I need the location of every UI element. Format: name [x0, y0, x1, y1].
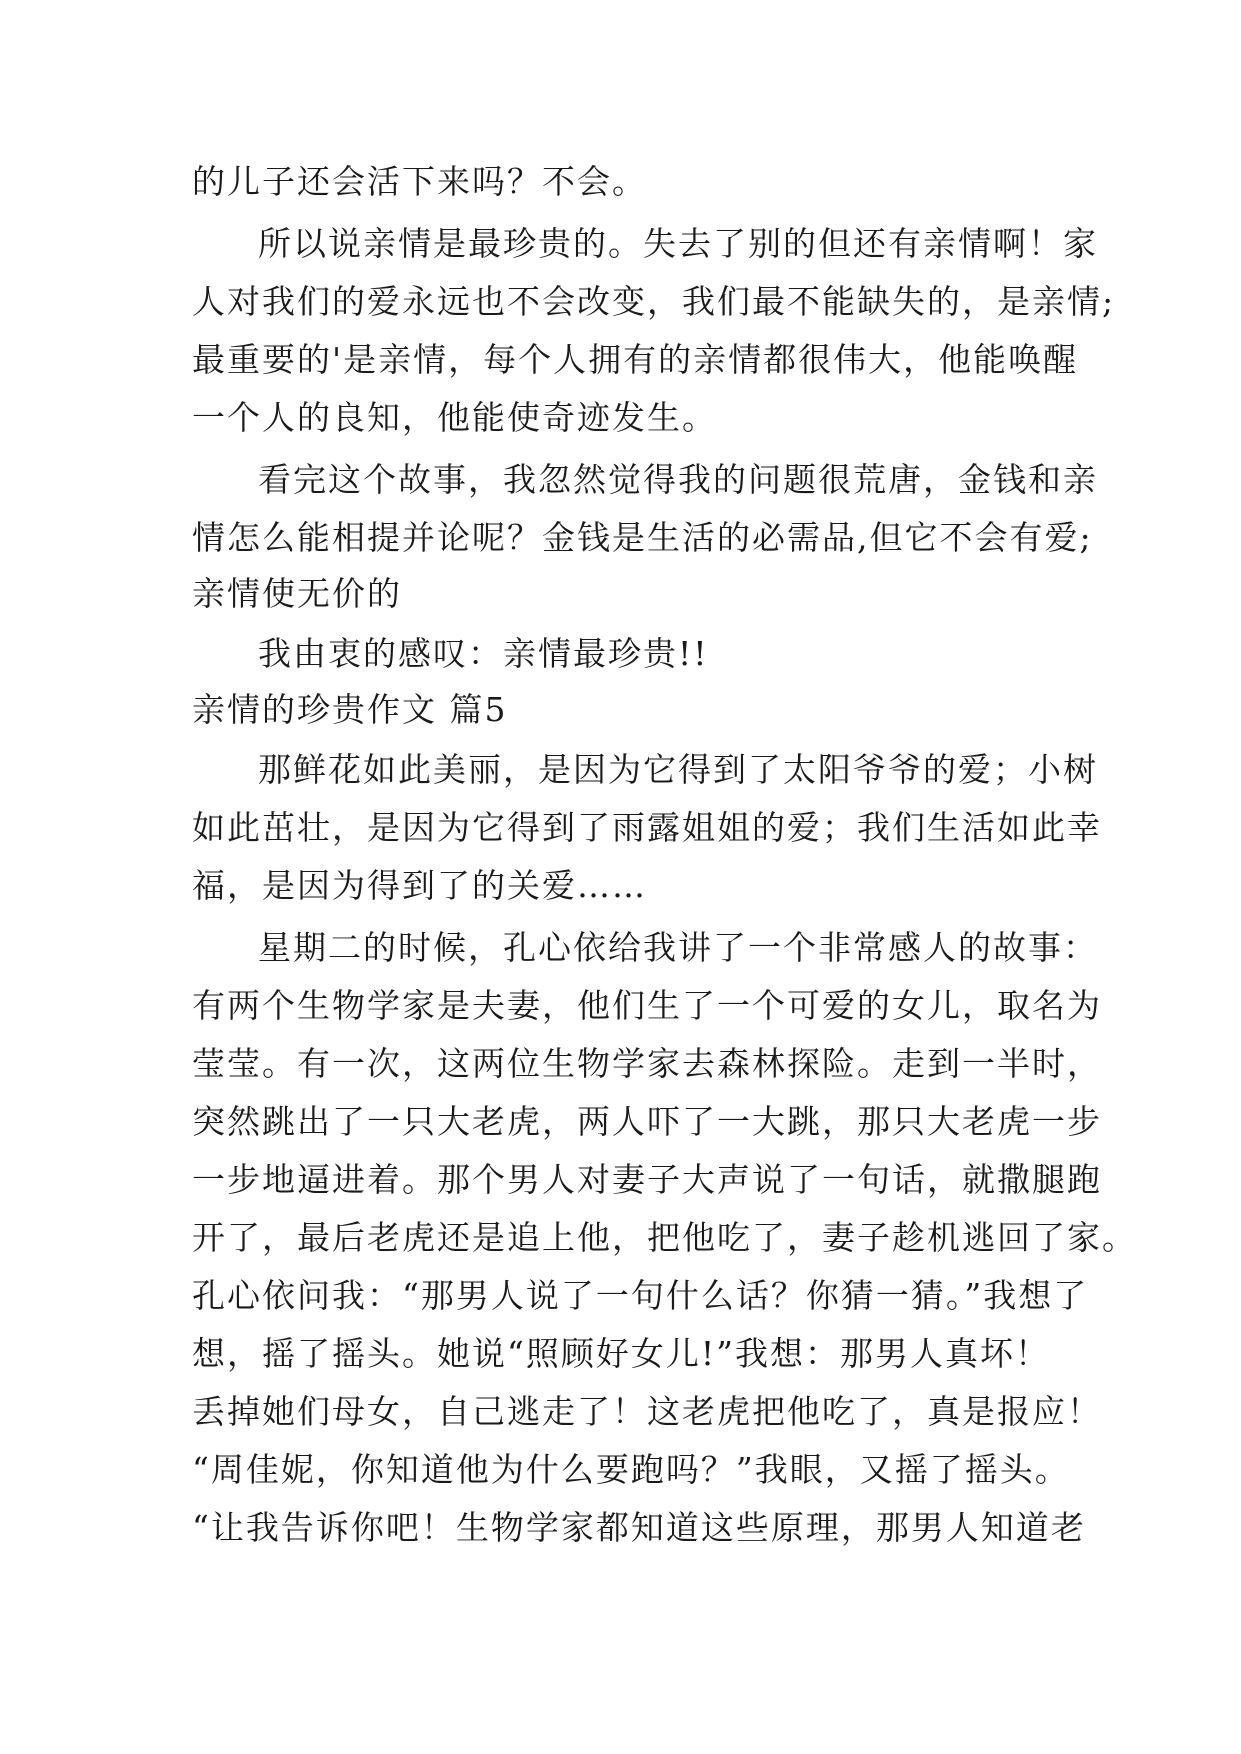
text-line: 的儿子还会活下来吗？不会。 [192, 162, 647, 201]
text-line: 一个人的良知，他能使奇迹发生。 [192, 398, 717, 437]
text-line: 想，摇了摇头。她说“照顾好女儿!”我想：那男人真坏！ [192, 1334, 1051, 1373]
text-line: 孔心依问我：“那男人说了一句什么话？你猜一猜。”我想了 [192, 1276, 1089, 1315]
section-heading: 亲情的珍贵作文 篇5 [192, 690, 508, 729]
text-line: 那鲜花如此美丽，是因为它得到了太阳爷爷的爱；小树 [258, 750, 1098, 789]
text-line: 亲情使无价的 [192, 574, 402, 613]
text-line: 所以说亲情是最珍贵的。失去了别的但还有亲情啊！家 [258, 224, 1098, 263]
text-line: 人对我们的爱永远也不会改变，我们最不能缺失的，是亲情; [192, 282, 1116, 321]
text-line: “让我告诉你吧！生物学家都知道这些原理，那男人知道老 [192, 1508, 1086, 1547]
text-line: 看完这个故事，我忽然觉得我的问题很荒唐，金钱和亲 [258, 460, 1098, 499]
text-line: 一步地逼进着。那个男人对妻子大声说了一句话，就撒腿跑 [192, 1160, 1102, 1199]
text-line: 最重要的'是亲情，每个人拥有的亲情都很伟大，他能唤醒 [192, 340, 1079, 379]
text-line: 开了，最后老虎还是追上他，把他吃了，妻子趁机逃回了家。 [192, 1218, 1137, 1257]
text-line: 突然跳出了一只大老虎，两人吓了一大跳，那只大老虎一步 [192, 1102, 1102, 1141]
text-line: 福，是因为得到了的关爱…… [192, 866, 647, 905]
text-line: 莹莹。有一次，这两位生物学家去森林探险。走到一半时， [192, 1044, 1102, 1083]
text-line: 星期二的时候，孔心依给我讲了一个非常感人的故事： [258, 928, 1098, 967]
text-line: 情怎么能相提并论呢？金钱是生活的必需品,但它不会有爱; [192, 518, 1093, 557]
text-line: 丢掉她们母女，自己逃走了！这老虎把他吃了，真是报应！ [192, 1392, 1102, 1431]
text-line: 我由衷的感叹：亲情最珍贵!! [258, 634, 709, 673]
text-line: 如此茁壮，是因为它得到了雨露姐姐的爱；我们生活如此幸 [192, 808, 1102, 847]
text-line: 有两个生物学家是夫妻，他们生了一个可爱的女儿，取名为 [192, 986, 1102, 1025]
text-line: “周佳妮，你知道他为什么要跑吗？”我眼，又摇了摇头。 [192, 1450, 1070, 1489]
